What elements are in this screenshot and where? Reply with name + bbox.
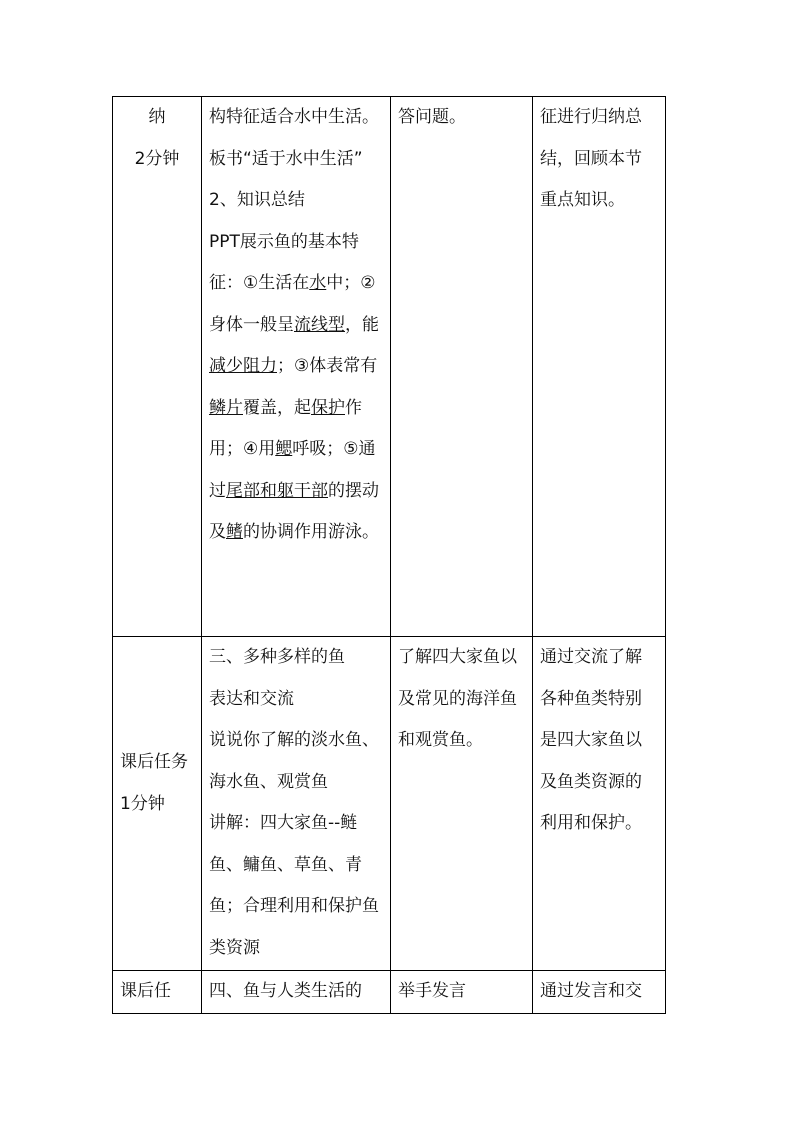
feature-text: 作用； (209, 397, 362, 459)
student-text: 答问题。 (398, 107, 466, 127)
teacher-text: 三、多种多样的鱼 (209, 647, 345, 667)
student-activity-cell (391, 97, 533, 637)
table-row (113, 637, 666, 971)
student-activity-cell (391, 637, 533, 971)
intent-text: 通过发言和交 (540, 981, 642, 1001)
feature-text: ④用 (243, 439, 276, 459)
feature-keyword: 流线型 (294, 314, 345, 335)
lesson-plan-table (112, 96, 666, 1014)
teacher-text: PPT展示鱼的基本特征： (209, 231, 359, 293)
stage-cell (113, 637, 202, 971)
teacher-text: 四、鱼与人类生活的 (209, 981, 362, 1001)
student-text: 了解四大家鱼以及常见的海洋鱼和观赏鱼。 (398, 647, 517, 750)
teacher-activity-cell (202, 971, 391, 1014)
stage-label: 课后任 (120, 981, 171, 1001)
feature-text: ，能 (345, 314, 379, 335)
student-activity-cell (391, 971, 533, 1014)
teacher-text: 讲解：四大家鱼--鲢鱼、鳙鱼、草鱼、青鱼；合理利用和保护鱼类资源 (209, 813, 379, 958)
stage-cell (113, 97, 202, 637)
feature-text: ； (277, 356, 294, 376)
feature-text: ②身体一般呈 (209, 273, 376, 335)
feature-keyword: 保护 (311, 397, 345, 418)
teacher-text: 构特征适合水中生活。板书“适于水中生活” (209, 107, 379, 169)
feature-text: ⑤通过 (209, 439, 376, 501)
feature-keyword: 减少阻力 (209, 356, 277, 376)
feature-text: 的协调作用游泳。 (243, 522, 379, 542)
teacher-activity-cell (202, 97, 391, 637)
feature-text: 中； (326, 273, 361, 293)
feature-keyword: 鳍 (226, 522, 243, 542)
design-intent-cell (533, 97, 666, 637)
teacher-text: 表达和交流 (209, 688, 294, 709)
table-row (113, 971, 666, 1014)
feature-keyword: 鳃 (275, 439, 293, 459)
design-intent-cell (533, 971, 666, 1014)
intent-text: 通过交流了解各种鱼类特别是四大家鱼以及鱼类资源的利用和保护。 (540, 647, 642, 833)
feature-text: ①生活在 (243, 273, 310, 293)
feature-keyword: 鳞片 (209, 397, 243, 418)
stage-cell (113, 971, 202, 1014)
teacher-text: 2、知识总结 (209, 190, 305, 210)
feature-keyword: 水 (309, 273, 327, 293)
student-text: 举手发言 (398, 981, 466, 1001)
teacher-activity-cell (202, 637, 391, 971)
feature-text: 的摆动及 (209, 480, 379, 542)
stage-label: 纳 (148, 107, 166, 127)
feature-text: 覆盖，起 (243, 397, 311, 418)
teacher-text: 说说你了解的淡水鱼、海水鱼、观赏鱼 (209, 730, 379, 792)
table-row (113, 97, 666, 637)
feature-text: ③体表常有 (294, 356, 378, 376)
stage-label: 课后任务1分钟 (120, 752, 188, 814)
feature-text: 呼吸； (292, 439, 344, 459)
feature-keyword: 尾部和躯干部 (226, 480, 328, 501)
stage-duration: 2分钟 (134, 148, 180, 169)
intent-text: 征进行归纳总结，回顾本节重点知识。 (540, 107, 642, 210)
design-intent-cell (533, 637, 666, 971)
